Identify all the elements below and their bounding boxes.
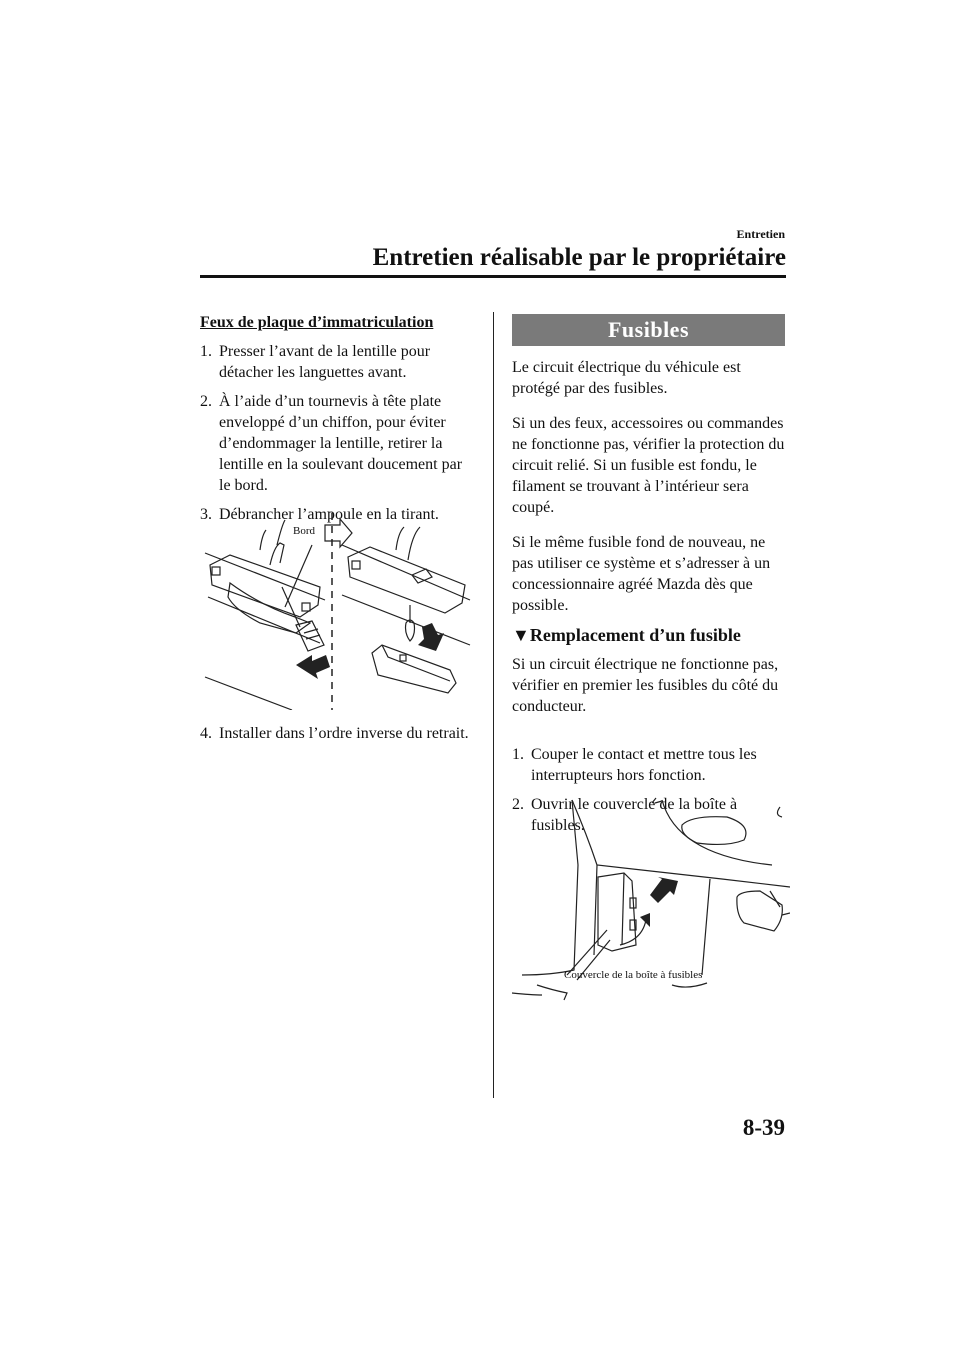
license-lamp-illustration [200,505,480,710]
step-number: 2. [200,393,212,410]
step-item [200,723,476,744]
step-number: 1. [200,343,212,360]
license-plate-lights-heading: Feux de plaque d’immatriculation [200,314,434,331]
left-column-intro [200,312,476,525]
left-column-outro [200,723,476,744]
step-item [200,341,476,383]
header-rule [200,275,786,278]
step-text: Couper le contact et mettre tous les interrupteurs hors fonction. [531,746,757,784]
fuse-replacement-heading [512,625,788,646]
right-column-text [512,357,788,836]
column-divider [493,312,494,1098]
fuse-box-cover-label: Couvercle de la boîte à fusibles [564,969,703,981]
step-number: 1. [512,746,524,763]
step-text: Ouvrir le couvercle de la boîte à fusibles. [531,796,738,834]
paragraph: Si le même fusible fond de nouveau, ne pas utiliser ce système et s’adresser à un concessionnaire agréé Mazda dès que possible. [512,534,771,614]
step-text: Presser l’avant de la lentille pour détacher les languettes avant. [219,343,431,381]
page-title: Entretien réalisable par le propriétaire [372,244,786,271]
fuse-box-illustration [512,795,790,1010]
step-number: 2. [512,796,524,813]
step-item [512,744,788,786]
bord-label: Bord [293,525,315,537]
step-number: 3. [200,506,212,523]
step-text: Installer dans l’ordre inverse du retrait. [219,725,469,742]
paragraph: Le circuit électrique du véhicule est protégé par des fusibles. [512,359,741,397]
step-text: Débrancher l’ampoule en la tirant. [219,506,439,523]
triangle-down-icon: ▼ [512,625,530,645]
section-title: Remplacement d’un fusible [529,625,741,645]
page-number: 8-39 [742,1115,785,1140]
step-number: 4. [200,725,212,742]
step-item [200,391,476,496]
paragraph: Si un des feux, accessoires ou commandes ne fonctionne pas, vérifier la protection du circuit relié. Si un fusible est fondu, le filament se trouvant à l’intérieur sera coupé. [512,415,785,516]
fuses-banner: Fusibles [512,314,785,346]
chapter-label: Entretien [736,227,785,241]
step-text: À l’aide d’un tournevis à tête plate enveloppé d’un chiffon, pour éviter d’endommager la lentille, retirer la lentille en la soulevant doucement par le bord. [219,393,463,494]
paragraph: Si un circuit électrique ne fonctionne pas, vérifier en premier les fusibles du côté du conducteur. [512,656,779,715]
